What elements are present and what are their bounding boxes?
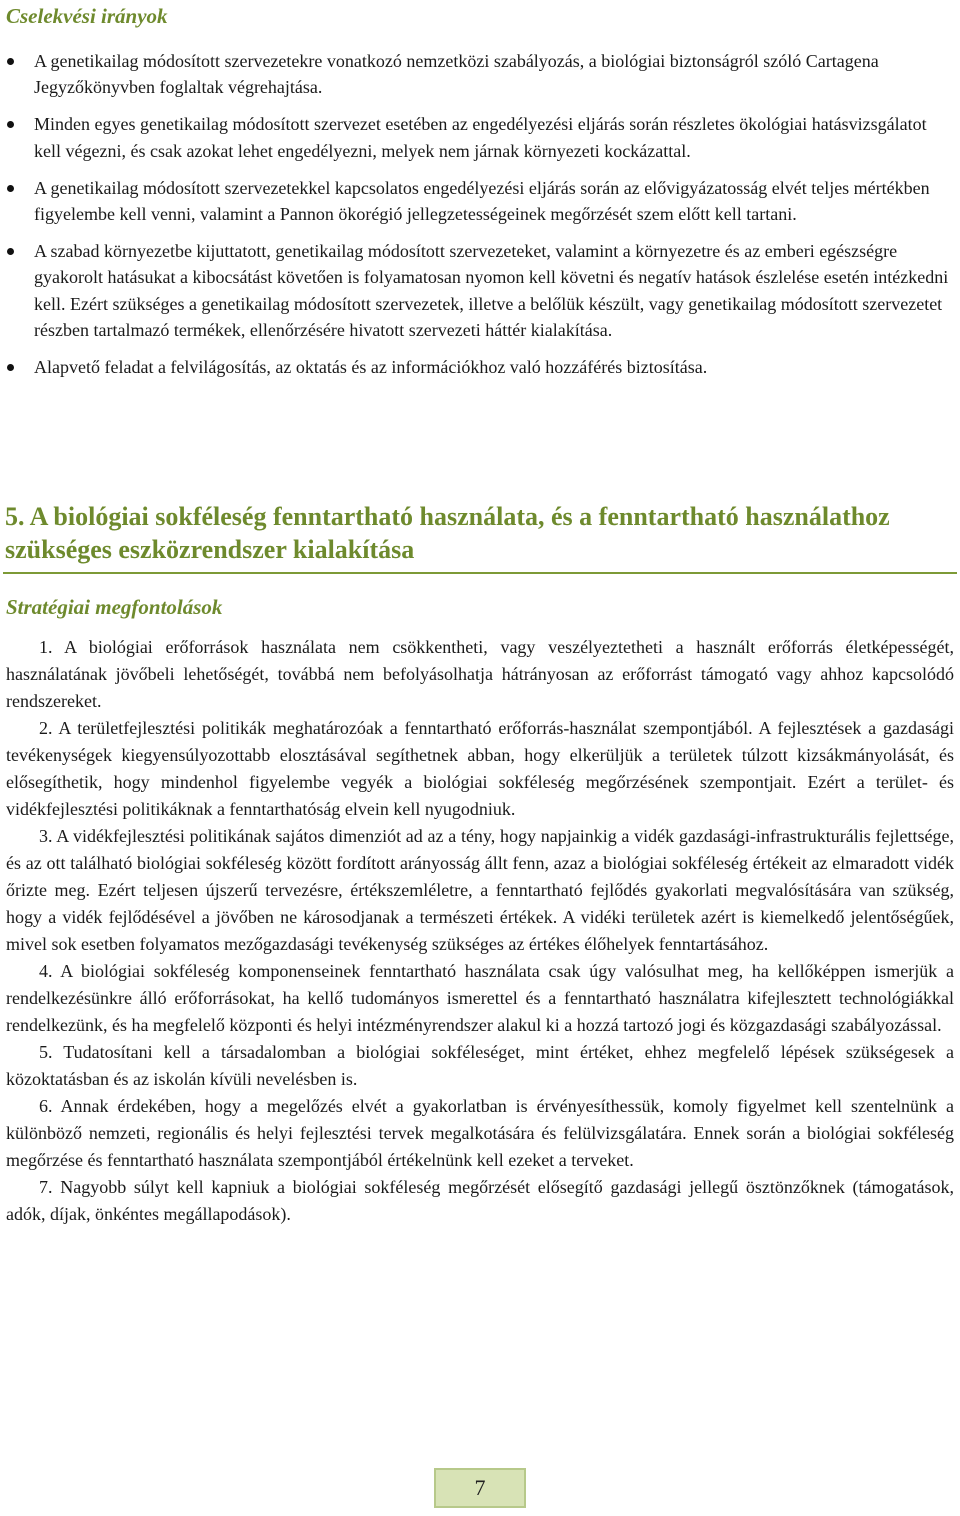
- paragraph: 4. A biológiai sokféleség komponenseinek fenntartható használata csak úgy valósulhat meg, ha kellőképpen ismerjük a rendelkezésünkre álló erőforrásokat, ha kellő tudományos ismerettel és a fenntartható használatra kifejlesztett technológiákkal rendelkezünk, és ha megfelelő központi és helyi intézményrendszer alakul ki a hozzá tartozó jogi és közgazdasági szabályozással.: [6, 961, 954, 1035]
- action-bullet-list: [0, 48, 960, 380]
- page-number-box: [434, 1468, 526, 1508]
- paragraph: 2. A területfejlesztési politikák meghatározóak a fenntartható erőforrás-használat szempontjából. A fejlesztések a gazdasági tevékenységek kiegyensúlyozottabb elosztásával segíthetnek abban, hogy elkerüljük a területek túlzott kizsákmányolását, és elősegíthetik, hogy mindenhol figyelembe vegyék a biológiai sokféleség megőrzésének szempontjait. Ezért a terület- és vidékfejlesztési politikáknak a fenntarthatóság elvein kell nyugodniuk.: [6, 718, 954, 819]
- section-divider: [3, 572, 957, 574]
- strategy-paragraphs: [6, 634, 954, 1228]
- actions-heading: Cselekvési irányok: [6, 4, 168, 28]
- page-number: 7: [474, 1475, 486, 1500]
- paragraph: 6. Annak érdekében, hogy a megelőzés elvét a gyakorlatban is érvényesíthessük, komoly figyelmet kell szentelnünk a különböző nemzeti, regionális és helyi fejlesztési tervek megalkotására és felülvizsgálatára. Ennek során a biológiai sokféleség megőrzése és fenntartható használata szempontjából értékelnünk kell ezeket a terveket.: [6, 1096, 954, 1170]
- bullet-item: Minden egyes genetikailag módosított szervezet esetében az engedélyezési eljárás során részletes ökológiai hatásvizsgálatot kell végezni, és csak azokat lehet engedélyezni, melyek nem járnak környezeti kockázattal.: [0, 111, 960, 163]
- paragraph: 5. Tudatosítani kell a társadalomban a biológiai sokféleséget, mint értéket, ehhez megfelelő lépések szükségesek a közoktatásban és az iskolán kívüli nevelésben is.: [6, 1042, 954, 1089]
- bullet-item: A genetikailag módosított szervezetekkel kapcsolatos engedélyezési eljárás során az elővigyázatosság elvét teljes mértékben figyelembe kell venni, valamint a Pannon ökorégió jellegzetességeinek megőrzését szem előtt kell tartani.: [0, 175, 960, 227]
- bullet-item: A szabad környezetbe kijuttatott, genetikailag módosított szervezeteket, valamint a környezetre és az emberi egészségre gyakorolt hatásukat a kibocsátást követően is folyamatosan nyomon kell követni és negatív hatások észlelése esetén intézkedni kell. Ezért szükséges a genetikailag módosított szervezetek, illetve a belőlük készült, vagy genetikailag módosított szervezetet részben tartalmazó termékek, ellenőrzésére hivatott szervezeti háttér kialakítása.: [0, 238, 960, 343]
- section-title: 5. A biológiai sokféleség fenntartható használata, és a fenntartható használathoz szükséges eszközrendszer kialakítása: [5, 502, 890, 564]
- bullet-item: Alapvető feladat a felvilágosítás, az oktatás és az információkhoz való hozzáférés biztosítása.: [0, 354, 960, 380]
- paragraph: 7. Nagyobb súlyt kell kapniuk a biológiai sokféleség megőrzését elősegítő gazdasági jellegű ösztönzőknek (támogatások, adók, díjak, önkéntes megállapodások).: [6, 1177, 954, 1224]
- paragraph: 3. A vidékfejlesztési politikának sajátos dimenziót ad az a tény, hogy napjainkig a vidék gazdasági-infrastrukturális fejlettsége, és az ott található biológiai sokféleség között fordított arányosság állt fenn, azaz a biológiai sokféleség értékeit az elmaradott vidék őrizte meg. Ezért teljesen újszerű tervezésre, értékszemléletre, a fenntartható fejlődés gyakorlati megvalósítására van szükség, hogy a vidék fejlődésével a jövőben ne károsodjanak a természeti értékek. A vidéki területek azért is kiemelkedő jelentőségűek, mivel sok esetben folyamatos mezőgazdasági tevékenység szükséges az értékes élőhelyek fenntartásához.: [6, 826, 954, 954]
- bullet-item: A genetikailag módosított szervezetekre vonatkozó nemzetközi szabályozás, a biológiai biztonságról szóló Cartagena Jegyzőkönyvben foglaltak végrehajtása.: [0, 48, 960, 100]
- paragraph: 1. A biológiai erőforrások használata nem csökkentheti, vagy veszélyeztetheti a használt erőforrás életképességét, használatának jövőbeli lehetőségét, továbbá nem befolyásolhatja hátrányosan az erőforrást támogató vagy ahhoz kapcsolódó rendszereket.: [6, 637, 954, 711]
- strategy-heading: Stratégiai megfontolások: [6, 595, 223, 619]
